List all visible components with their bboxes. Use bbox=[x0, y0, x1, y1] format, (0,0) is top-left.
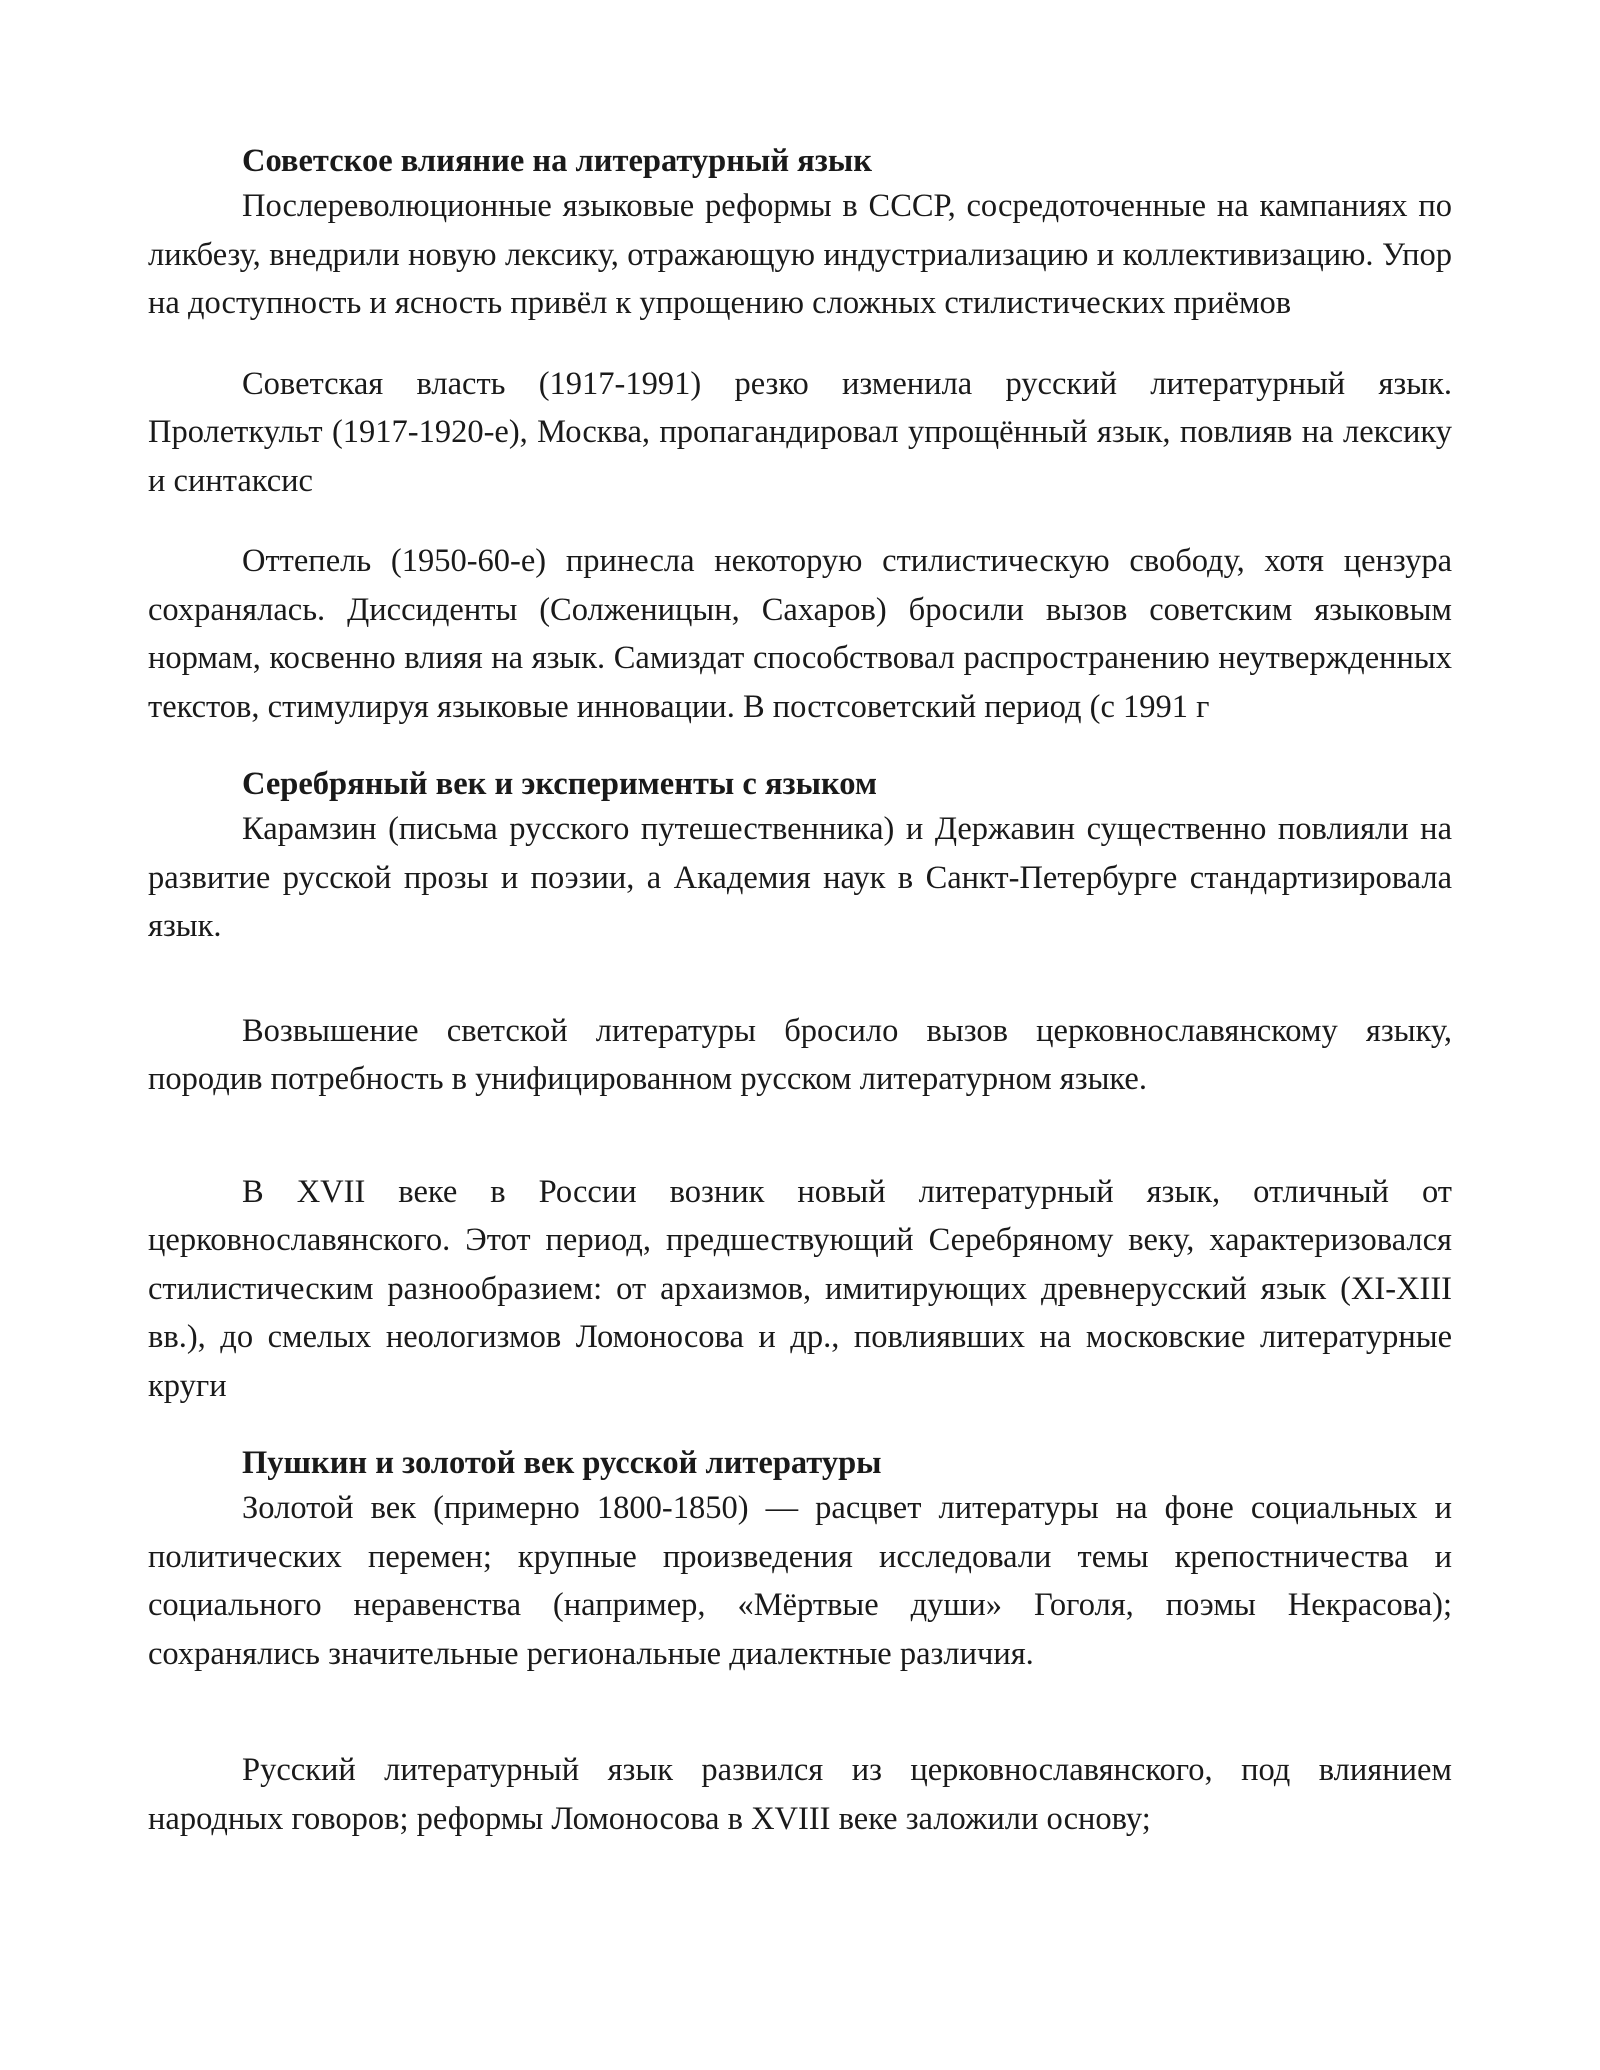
section-heading-pushkin-golden-age: Пушкин и золотой век русской литературы bbox=[242, 1445, 882, 1481]
spacer bbox=[148, 731, 1452, 763]
paragraph-karamzin: Карамзин (письма русского путешественника) и Державин существенно повлияли на развитие русской прозы и поэзии, а Академия наук в Санкт-Петербурге стандартизировала язык. bbox=[148, 811, 1452, 944]
spacer bbox=[148, 505, 1452, 537]
section-heading-soviet-influence: Советское влияние на литературный язык bbox=[242, 143, 872, 179]
paragraph-golden-age: Золотой век (примерно 1800-1850) — расцвет литературы на фоне социальных и политических перемен; крупные произведения исследовали темы крепостничества и социального неравенства (например, «Мёртвые души» Гоголя, поэмы Некрасова); сохранялись значительные региональные диалектные различия. bbox=[148, 1490, 1452, 1672]
spacer bbox=[148, 1104, 1452, 1168]
document-body bbox=[148, 140, 1452, 1843]
paragraph-soviet-power: Советская власть (1917-1991) резко изменила русский литературный язык. Пролеткульт (1917-1920-е), Москва, пропагандировал упрощённый язык, повлияв на лексику и синтаксис bbox=[148, 365, 1452, 499]
section-heading-silver-age: Серебряный век и эксперименты с языком bbox=[242, 766, 878, 802]
paragraph-xvii-century: В XVII веке в России возник новый литературный язык, отличный от церковнославянского. Этот период, предшествующий Серебряному веку, характеризовался стилистическим разнообразием: от архаизмов, имитирующих древнерусский язык (XI-XIII вв.), до смелых неологизмов Ломоносова и др., повлиявших на московские литературные круги bbox=[148, 1173, 1452, 1404]
paragraph-post-revolution-reforms: Послереволюционные языковые реформы в СССР, сосредоточенные на кампаниях по ликбезу, внедрили новую лексику, отражающую индустриализацию и коллективизацию. Упор на доступность и ясность привёл к упрощению сложных стилистических приёмов bbox=[148, 188, 1452, 321]
spacer bbox=[148, 951, 1452, 1007]
spacer bbox=[148, 328, 1452, 360]
paragraph-thaw: Оттепель (1950-60-е) принесла некоторую стилистическую свободу, хотя цензура сохранялась. Диссиденты (Солженицын, Сахаров) бросили вызов советским языковым нормам, косвенно влияя на язык. Самиздат способствовал распространению неутвержденных текстов, стимулируя языковые инновации. В постсоветский период (с 1991 г bbox=[148, 543, 1452, 725]
paragraph-secular-literature: Возвышение светской литературы бросило вызов церковнославянскому языку, породив потребность в унифицированном русском литературном языке. bbox=[148, 1012, 1452, 1097]
paragraph-russian-literary-language: Русский литературный язык развился из церковнославянского, под влиянием народных говоров; реформы Ломоносова в XVIII веке заложили основу; bbox=[148, 1752, 1452, 1837]
spacer bbox=[148, 1410, 1452, 1442]
spacer bbox=[148, 1678, 1452, 1746]
